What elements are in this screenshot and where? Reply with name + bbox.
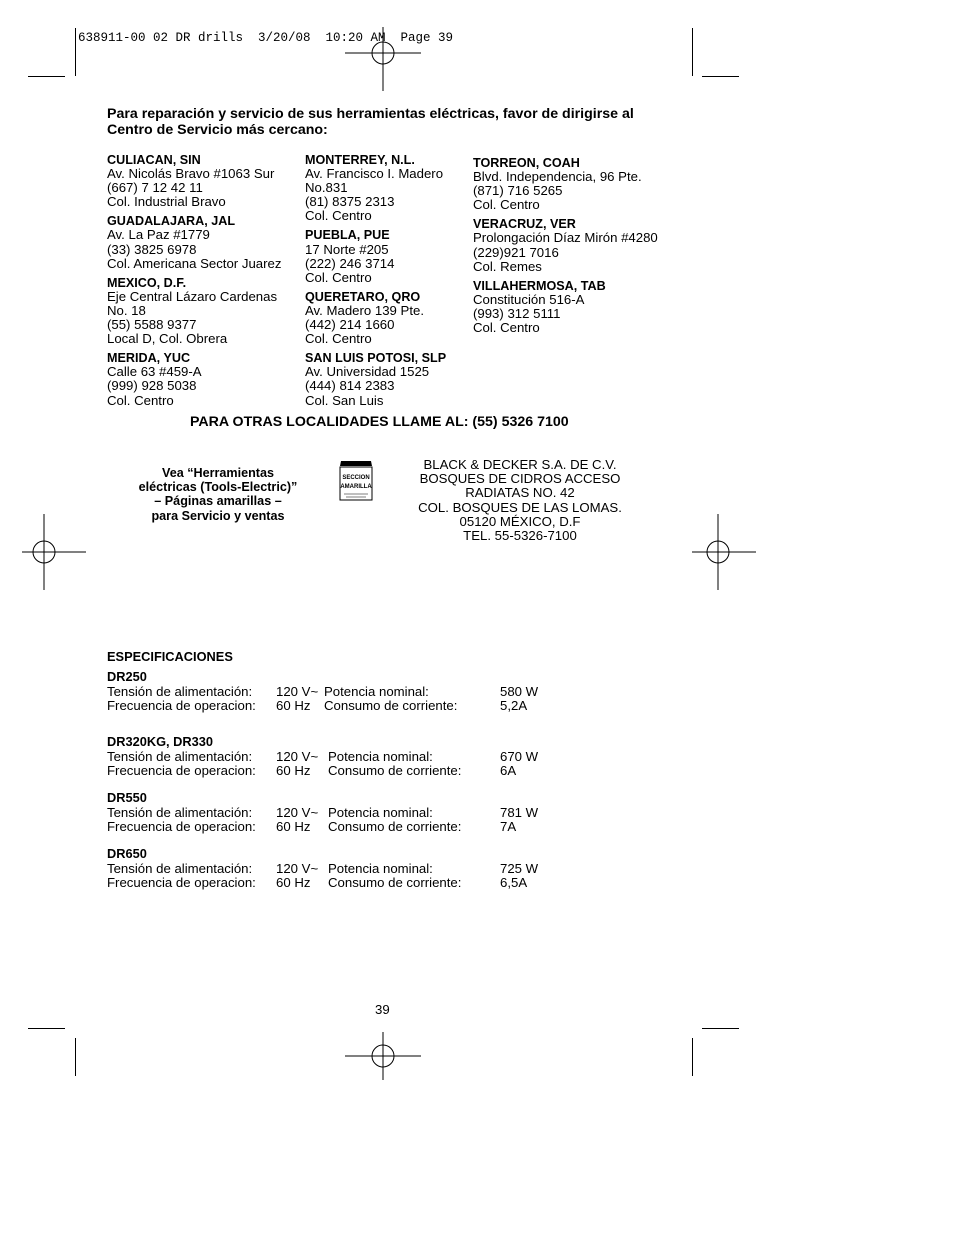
service-center	[305, 153, 446, 223]
service-center-line: Col. Centro	[473, 197, 540, 213]
service-center-line: Col. Americana Sector Juarez	[107, 255, 282, 271]
yellow-pages-note	[118, 466, 318, 523]
service-center-line: Col. Industrial Bravo	[107, 194, 226, 210]
logo-text: SECCION	[342, 475, 370, 481]
service-center-city: MONTERREY, N.L.	[305, 153, 415, 167]
spec-cell: 725 W	[500, 861, 539, 877]
yellow-pages-line: – Páginas amarillas –	[154, 494, 282, 509]
spec-cell: 120 V~	[276, 861, 319, 877]
service-center-line: (81) 8375 2313	[305, 194, 395, 210]
spec-row	[107, 698, 528, 714]
service-center-line: Col. Centro	[305, 269, 372, 285]
service-column-1	[107, 153, 281, 413]
spec-cell: 60 Hz	[276, 819, 311, 835]
service-center-line: (55) 5588 9377	[107, 317, 197, 333]
service-center-line: Av. Nicolás Bravo #1063 Sur	[107, 166, 275, 182]
seccion-amarilla-logo	[338, 460, 374, 502]
spec-cell: Consumo de corriente:	[328, 819, 462, 835]
registration-mark-right	[680, 514, 756, 590]
company-line: 05120 MÉXICO, D.F	[459, 513, 581, 529]
service-center-city: CULIACAN, SIN	[107, 153, 201, 167]
spec-model	[107, 734, 539, 779]
spec-model	[107, 846, 539, 891]
spec-row	[107, 875, 528, 891]
service-center-line: No.831	[305, 180, 348, 196]
spec-cell: Tensión de alimentación:	[107, 861, 253, 877]
spec-cell: 6,5A	[500, 875, 528, 891]
spec-cell: 7A	[500, 819, 517, 835]
spec-cell: Consumo de corriente:	[324, 698, 458, 714]
service-center-city: PUEBLA, PUE	[305, 228, 390, 243]
service-center-city: VERACRUZ, VER	[473, 217, 576, 232]
company-line: RADIATAS NO. 42	[465, 485, 575, 501]
spec-cell: 5,2A	[500, 698, 528, 714]
service-center-city: VILLAHERMOSA, TAB	[473, 278, 606, 293]
service-center-city: SAN LUIS POTOSI, SLP	[305, 351, 447, 366]
service-center-line: (871) 716 5265	[473, 183, 563, 199]
spec-cell: Tensión de alimentación:	[107, 805, 253, 821]
service-center-city: MEXICO, D.F.	[107, 275, 187, 290]
spec-model-name: DR250	[107, 669, 147, 684]
service-center-city: QUERETARO, QRO	[305, 289, 421, 304]
service-center	[107, 214, 281, 270]
service-center-line: (667) 7 12 42 11	[107, 180, 203, 196]
service-center-city: GUADALAJARA, JAL	[107, 214, 236, 229]
spec-cell: Potencia nominal:	[328, 749, 433, 765]
spec-cell: Potencia nominal:	[328, 805, 433, 821]
spec-cell: Consumo de corriente:	[328, 763, 462, 779]
service-center-line: (444) 814 2383	[305, 378, 395, 394]
registration-mark-left	[22, 514, 98, 590]
spec-cell: 580 W	[500, 684, 539, 700]
spec-row	[107, 805, 539, 821]
service-center-line: Col. Remes	[473, 258, 542, 274]
spec-cell: Frecuencia de operacion:	[107, 698, 256, 714]
spec-cell: Potencia nominal:	[324, 684, 429, 700]
service-center-line: Col. Centro	[305, 208, 372, 224]
spec-model-name: DR320KG, DR330	[107, 734, 213, 749]
spec-cell: Tensión de alimentación:	[107, 749, 253, 765]
registration-mark-bottom	[345, 1018, 421, 1094]
service-center-line: (33) 3825 6978	[107, 241, 197, 257]
service-center-line: (999) 928 5038	[107, 378, 197, 394]
service-center-line: Av. Francisco I. Madero	[305, 166, 444, 182]
service-center-line: (229)921 7016	[473, 244, 559, 260]
service-center-line: Constitución 516-A	[473, 291, 585, 307]
specifications-title: ESPECIFICACIONES	[107, 649, 233, 664]
spec-row	[107, 749, 539, 765]
service-center-line: Av. Madero 139 Pte.	[305, 302, 425, 318]
spec-cell: 670 W	[500, 749, 539, 765]
spec-model-name: DR650	[107, 846, 147, 861]
spec-cell: 6A	[500, 763, 517, 779]
service-center	[305, 351, 446, 407]
service-center	[305, 228, 446, 284]
service-center-line: Local D, Col. Obrera	[107, 331, 228, 347]
service-center-line: Col. Centro	[305, 331, 372, 347]
logo-text: AMARILLA	[340, 484, 372, 490]
service-center-line: 17 Norte #205	[305, 241, 389, 257]
service-center-line: Col. Centro	[107, 392, 174, 408]
page-number: 39	[375, 1002, 390, 1017]
spec-row	[107, 819, 517, 835]
service-center-line: Av. La Paz #1779	[107, 227, 210, 243]
spec-cell: Potencia nominal:	[328, 861, 433, 877]
service-center	[305, 290, 446, 346]
service-center-line: (993) 312 5111	[473, 305, 561, 321]
service-center-city: MERIDA, YUC	[107, 351, 191, 366]
spec-row	[107, 861, 539, 877]
spec-cell: 120 V~	[276, 684, 319, 700]
spec-cell: 60 Hz	[276, 875, 311, 891]
service-center	[107, 153, 281, 209]
service-center-line: Av. Universidad 1525	[305, 364, 430, 380]
spec-cell: Frecuencia de operacion:	[107, 875, 256, 891]
company-line: COL. BOSQUES DE LAS LOMAS.	[418, 499, 622, 515]
spec-cell: Frecuencia de operacion:	[107, 763, 256, 779]
yellow-pages-line: para Servicio y ventas	[151, 508, 285, 523]
service-center-line: Eje Central Lázaro Cardenas	[107, 288, 278, 304]
service-center-line: Prolongación Díaz Mirón #4280	[473, 230, 658, 246]
spec-cell: 120 V~	[276, 749, 319, 765]
service-center-line: Col. San Luis	[305, 392, 384, 408]
spec-cell: Frecuencia de operacion:	[107, 819, 256, 835]
company-line: TEL. 55-5326-7100	[463, 528, 577, 544]
spec-cell: Tensión de alimentación:	[107, 684, 253, 700]
service-center	[107, 276, 281, 346]
service-intro: Para reparación y servicio de sus herramientas eléctricas, favor de dirigirse al Centro de Servicio más cercano:	[107, 106, 634, 138]
other-locations-phone: PARA OTRAS LOCALIDADES LLAME AL: (55) 5326 7100	[190, 414, 569, 430]
service-center-line: Col. Centro	[473, 320, 540, 336]
service-center-line: Blvd. Independencia, 96 Pte.	[473, 169, 642, 185]
spec-row	[107, 763, 517, 779]
company-address	[400, 458, 640, 543]
service-center-line: No. 18	[107, 302, 146, 318]
spec-model	[107, 790, 539, 835]
yellow-pages-line: Vea “Herramientas	[161, 466, 274, 480]
spec-cell: 60 Hz	[276, 698, 311, 714]
spec-model-name: DR550	[107, 790, 147, 805]
yellow-pages-line: eléctricas (Tools-Electric)”	[138, 480, 298, 495]
spec-cell: Consumo de corriente:	[328, 875, 462, 891]
service-center-line: Calle 63 #459-A	[107, 364, 202, 380]
spec-cell: 781 W	[500, 805, 539, 821]
service-center-line: (222) 246 3714	[305, 255, 395, 271]
service-column-3	[473, 156, 658, 340]
spec-cell: 60 Hz	[276, 763, 311, 779]
service-center	[473, 217, 658, 273]
print-slug: 638911-00 02 DR drills 3/20/08 10:20 AM Page 39	[78, 31, 454, 45]
spec-row	[107, 684, 539, 700]
spec-cell: 120 V~	[276, 805, 319, 821]
service-center	[473, 156, 658, 212]
service-center	[107, 351, 281, 407]
spec-model	[107, 669, 539, 714]
service-center-line: (442) 214 1660	[305, 317, 395, 333]
service-column-2	[305, 153, 446, 413]
company-line: BLACK & DECKER S.A. DE C.V.	[423, 457, 617, 472]
service-center-city: TORREON, COAH	[473, 156, 580, 170]
company-line: BOSQUES DE CIDROS ACCESO	[419, 471, 621, 487]
registration-mark-top	[345, 15, 421, 91]
service-center	[473, 279, 658, 335]
